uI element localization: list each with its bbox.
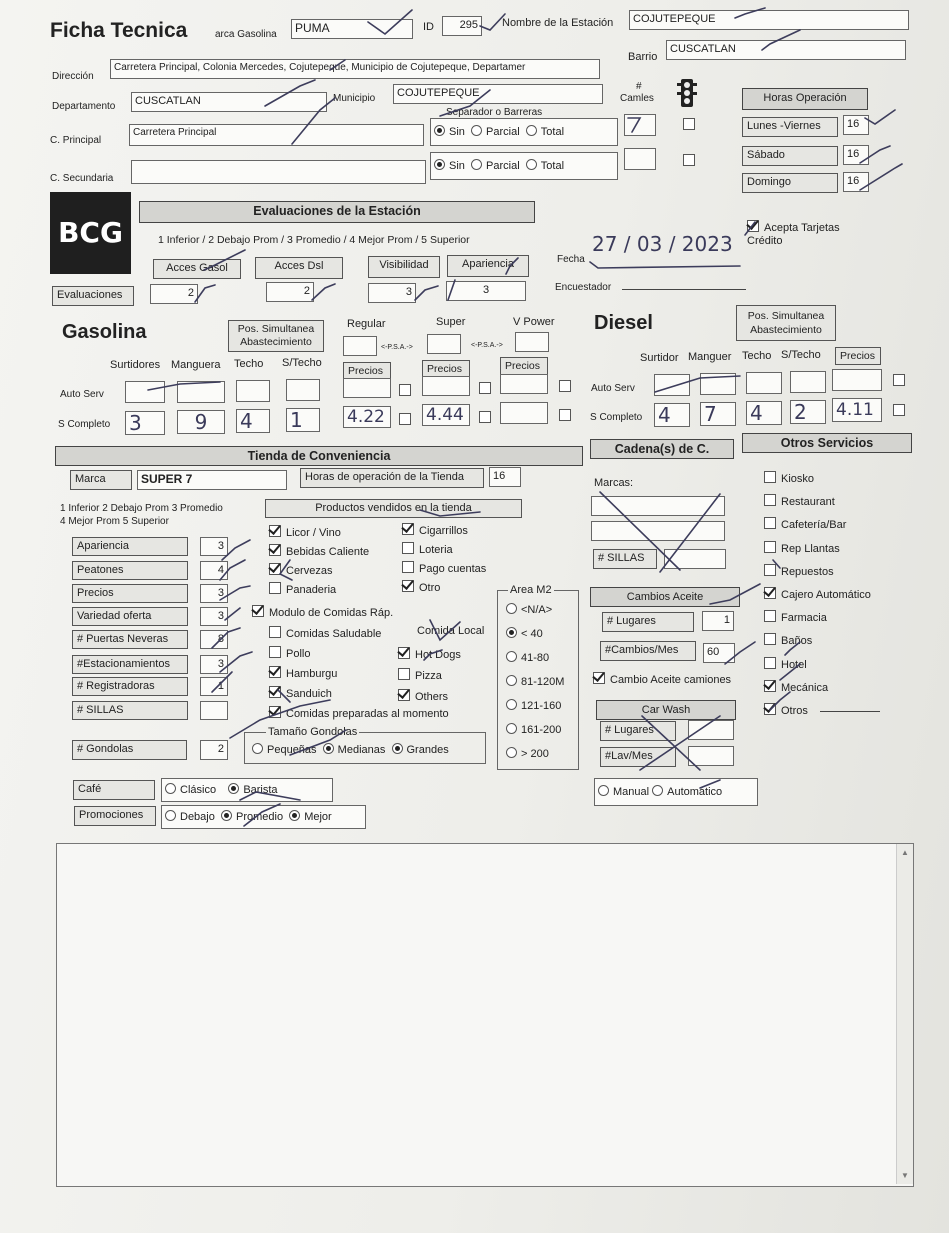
- otros-item[interactable]: [764, 633, 812, 647]
- tienda-horas-field[interactable]: 16: [489, 467, 521, 487]
- area-option[interactable]: [506, 627, 543, 640]
- product-regular: Regular: [347, 318, 386, 330]
- evaluaciones-scale: 1 Inferior / 2 Debajo Prom / 3 Promedio / 4 Mejor Prom / 5 Superior: [158, 234, 470, 246]
- gas-completo-manguera[interactable]: 9: [177, 410, 225, 434]
- comida-item[interactable]: [269, 646, 310, 660]
- precios-vpower-label: Precios: [500, 357, 548, 375]
- id-field[interactable]: 295: [442, 16, 482, 36]
- diesel-col-techo: Techo: [742, 350, 772, 362]
- gas-completo-surtidores[interactable]: 3: [125, 411, 165, 435]
- gas-auto-manguera[interactable]: [177, 381, 225, 403]
- producto-right-item[interactable]: [402, 580, 440, 594]
- sin-radio[interactable]: [434, 125, 445, 136]
- comida-item-label: Hamburgu: [286, 668, 338, 680]
- direccion-field[interactable]: Carretera Principal, Colonia Mercedes, Cojutepeque, Municipio de Cojutepeque, Departamer: [110, 59, 600, 79]
- otros-item-label: Farmacia: [781, 612, 827, 625]
- barrio-field[interactable]: CUSCATLAN: [666, 40, 906, 60]
- gas-completo-stecho[interactable]: 1: [286, 408, 320, 432]
- rating-label: Precios: [72, 584, 188, 603]
- gas-auto-precio-regular[interactable]: [343, 378, 391, 398]
- diesel-auto-manguer[interactable]: [700, 373, 736, 395]
- evaluaciones-row-label: Evaluaciones: [52, 286, 134, 306]
- camiles-principal-field[interactable]: [624, 114, 656, 136]
- comida-right-item-checkbox[interactable]: [398, 668, 410, 680]
- estacion-label: Nombre de la Estación: [502, 17, 614, 29]
- comida-item-label: Pollo: [286, 648, 311, 660]
- diesel-auto-techo[interactable]: [746, 372, 782, 394]
- otros-item[interactable]: [764, 703, 808, 717]
- comidas-modulo[interactable]: Modulo de Comidas Ráp.: [252, 605, 393, 619]
- rating-value[interactable]: 8: [200, 630, 228, 649]
- separador-principal[interactable]: Sin Parcial Total: [430, 118, 618, 146]
- otros-item[interactable]: [764, 494, 835, 508]
- csecundaria-field[interactable]: [131, 160, 426, 184]
- csecundaria-label: C. Secundaria: [50, 173, 114, 184]
- area-option-label: 121-160: [521, 700, 562, 712]
- area-option-label: 161-200: [521, 724, 562, 736]
- estacion-field[interactable]: COJUTEPEQUE: [629, 10, 909, 30]
- area-option[interactable]: [506, 651, 549, 664]
- producto-left-item[interactable]: [269, 544, 369, 558]
- tienda-marca-field[interactable]: SUPER 7: [137, 470, 287, 490]
- comida-item-label: Comidas Saludable: [286, 628, 382, 640]
- rating-value[interactable]: 4: [200, 561, 228, 580]
- otros-item[interactable]: [764, 657, 807, 671]
- comida-item-checkbox[interactable]: [269, 706, 281, 718]
- pos-sim-regular[interactable]: [343, 336, 377, 356]
- municipio-label: Municipio: [333, 93, 376, 104]
- horas-value-2[interactable]: 16: [843, 172, 869, 192]
- carwash-options[interactable]: Manual Automático: [594, 778, 758, 806]
- cadena-sillas-label: # SILLAS: [593, 549, 657, 569]
- comida-local-label: Comida Local: [417, 625, 485, 637]
- fecha-value[interactable]: 27 / 03 / 2023: [592, 232, 733, 256]
- diesel-title: Diesel: [594, 312, 653, 334]
- horas-day-1: Sábado: [742, 146, 838, 166]
- separador-label: Separador o Barreras: [446, 107, 543, 118]
- gas-precio-vpower[interactable]: [500, 402, 548, 424]
- diesel-col-surtidor: Surtidor: [640, 352, 679, 364]
- camiles-secundaria-check[interactable]: [683, 152, 700, 170]
- otros-item-checkbox[interactable]: [764, 610, 776, 622]
- otros-item-label: Restaurant: [781, 496, 835, 509]
- diesel-completo-stecho[interactable]: 2: [790, 400, 826, 424]
- precios-regular-label: Precios: [343, 362, 391, 380]
- comida-right-item[interactable]: [398, 689, 448, 703]
- psa-regular: <-P.S.A.->: [381, 344, 413, 351]
- carwash-lav-label: #Lav/Mes: [600, 747, 676, 767]
- aceite-lugares-field[interactable]: 1: [702, 611, 734, 631]
- producto-right-item-checkbox[interactable]: [402, 542, 414, 554]
- aceite-lugares-label: # Lugares: [602, 612, 694, 632]
- area-option-radio[interactable]: [506, 699, 517, 710]
- gas-completo-techo[interactable]: 4: [236, 409, 270, 433]
- producto-right-item-label: Pago cuentas: [419, 563, 487, 575]
- gas-completo-check-regular[interactable]: [399, 411, 416, 429]
- otros-item-label: Hotel: [781, 658, 807, 671]
- area-option[interactable]: [506, 699, 561, 712]
- cprincipal-label: C. Principal: [50, 135, 102, 146]
- otros-item-label: Kiosko: [781, 473, 815, 485]
- producto-left-item[interactable]: [269, 563, 332, 577]
- area-option-radio[interactable]: [506, 723, 517, 734]
- gas-auto-check-vpower[interactable]: [559, 378, 576, 396]
- product-vpower: V Power: [513, 316, 555, 328]
- tarjetas-option[interactable]: Acepta Tarjetas Crédito: [747, 222, 840, 247]
- otros-item-label: Otros: [781, 705, 808, 717]
- producto-left-item-checkbox[interactable]: [269, 582, 281, 594]
- encuestador-label: Encuestador: [555, 282, 612, 293]
- diesel-auto-stecho[interactable]: [790, 371, 826, 393]
- traffic-light-icon: [676, 78, 698, 108]
- comida-item-label: Sanduich: [286, 688, 332, 700]
- gas-auto-techo[interactable]: [236, 380, 270, 402]
- producto-right-item-label: Cigarrillos: [419, 525, 468, 537]
- promo-label: Promociones: [74, 806, 156, 826]
- area-option[interactable]: [506, 747, 549, 760]
- gasolina-title: Gasolina: [62, 321, 147, 343]
- otros-item-label: Cajero Automático: [781, 589, 871, 601]
- gas-auto-label: Auto Serv: [60, 389, 104, 400]
- gas-completo-check-vpower[interactable]: [559, 407, 576, 425]
- marca-field[interactable]: PUMA: [291, 19, 413, 39]
- otros-item-checkbox[interactable]: [764, 657, 776, 669]
- marcas-field-1[interactable]: [591, 496, 725, 516]
- producto-left-item[interactable]: [269, 582, 336, 596]
- gas-completo-check-super[interactable]: [479, 409, 496, 427]
- col-stecho: S/Techo: [282, 357, 322, 369]
- eval-col-acces-gasol: Acces Gasol: [153, 259, 241, 279]
- comida-item-checkbox[interactable]: [269, 686, 281, 698]
- cadena-title: Cadena(s) de C.: [590, 439, 734, 459]
- area-option-radio[interactable]: [506, 675, 517, 686]
- producto-right-item-checkbox[interactable]: [402, 561, 414, 573]
- diesel-col-precios: Precios: [835, 347, 881, 365]
- gondolas-label: # Gondolas: [72, 740, 187, 760]
- area-option-radio[interactable]: [506, 747, 517, 758]
- area-title: Area M2: [510, 584, 552, 596]
- eval-value-acces-dsl[interactable]: 2: [266, 282, 314, 302]
- horas-day-2: Domingo: [742, 173, 838, 193]
- producto-right-item[interactable]: [402, 523, 468, 537]
- otros-item[interactable]: [764, 471, 814, 485]
- aceite-cambios-field[interactable]: 60: [703, 643, 735, 663]
- precios-super-label: Precios: [422, 360, 470, 378]
- evaluaciones-title: Evaluaciones de la Estación: [139, 201, 535, 223]
- municipio-field[interactable]: COJUTEPEQUE: [393, 84, 603, 104]
- comida-right-item-checkbox[interactable]: [398, 689, 410, 701]
- comida-right-item-label: Pizza: [415, 670, 442, 682]
- area-option[interactable]: [506, 723, 561, 736]
- carwash-lav-field[interactable]: [688, 746, 734, 766]
- eval-value-visibilidad[interactable]: 3: [368, 283, 416, 303]
- producto-right-item-checkbox[interactable]: [402, 523, 414, 535]
- area-option-label: 41-80: [521, 652, 550, 664]
- otros-item-checkbox[interactable]: [764, 680, 776, 692]
- area-option-radio[interactable]: [506, 651, 517, 662]
- otros-title: Otros Servicios: [742, 433, 912, 453]
- separador-secundaria[interactable]: Sin Parcial Total: [430, 152, 618, 180]
- aceite-title: Cambios Aceite: [590, 587, 740, 607]
- area-option-label: 81-120M: [521, 676, 565, 688]
- rating-value[interactable]: 3: [200, 584, 228, 603]
- diesel-auto-check[interactable]: [893, 372, 910, 390]
- horas-value-1[interactable]: 16: [843, 145, 869, 165]
- tamano-label: Tamaño Gondolas: [268, 726, 358, 738]
- comida-item-checkbox[interactable]: [269, 646, 281, 658]
- direccion-label: Dirección: [52, 71, 94, 82]
- marcas-field-2[interactable]: [591, 521, 725, 541]
- producto-left-item-label: Cervezas: [286, 565, 333, 577]
- tamano-options[interactable]: Pequeñas Medianas Grandes: [252, 743, 449, 756]
- otros-item-checkbox[interactable]: [764, 703, 776, 715]
- otros-item-label: Cafetería/Bar: [781, 519, 847, 532]
- cprincipal-field[interactable]: Carretera Principal: [129, 124, 424, 146]
- comida-right-item-label: Others: [415, 691, 449, 703]
- eval-value-apariencia[interactable]: 3: [446, 281, 526, 301]
- bcg-logo: BCG: [50, 192, 131, 274]
- scroll-up-icon[interactable]: ▲: [901, 848, 909, 857]
- cafe-label: Café: [73, 780, 155, 800]
- tienda-marca-label: Marca: [70, 470, 132, 490]
- gas-auto-precio-super[interactable]: [422, 376, 470, 396]
- horas-title: Horas Operación: [742, 88, 868, 110]
- comida-right-item-label: Hot Dogs: [415, 649, 461, 661]
- rating-value[interactable]: 3: [200, 655, 228, 674]
- producto-left-item-checkbox[interactable]: [269, 525, 281, 537]
- id-label: ID: [423, 21, 434, 33]
- page-title: Ficha Tecnica: [50, 19, 188, 42]
- otros-item-checkbox[interactable]: [764, 564, 776, 576]
- scroll-down-icon[interactable]: ▼: [901, 1171, 909, 1180]
- comida-item[interactable]: [269, 666, 337, 680]
- area-option[interactable]: [506, 603, 552, 616]
- rating-label: # Puertas Neveras: [72, 630, 188, 649]
- cadena-sillas-field[interactable]: [664, 549, 726, 569]
- gas-precio-regular[interactable]: 4.22: [343, 406, 391, 428]
- otros-item-checkbox[interactable]: [764, 471, 776, 483]
- otros-item-checkbox[interactable]: [764, 541, 776, 553]
- gas-completo-label: S Completo: [58, 419, 111, 430]
- productos-title: Productos vendidos en la tienda: [265, 499, 522, 518]
- diesel-auto-label: Auto Serv: [591, 383, 635, 394]
- col-surtidores: Surtidores: [110, 359, 161, 371]
- producto-right-item-label: Otro: [419, 582, 441, 594]
- comida-item-checkbox[interactable]: [269, 666, 281, 678]
- gondolas-field[interactable]: 2: [200, 740, 228, 760]
- gas-auto-check-super[interactable]: [479, 380, 496, 398]
- camiles-principal-check[interactable]: [683, 116, 700, 134]
- tienda-horas-label: Horas de operación de la Tienda: [300, 468, 484, 488]
- comida-item-checkbox[interactable]: [269, 626, 281, 638]
- carwash-lugares-field[interactable]: [688, 720, 734, 740]
- rating-value[interactable]: 3: [200, 607, 228, 626]
- otros-specify-field[interactable]: [820, 711, 880, 712]
- eval-col-visibilidad: Visibilidad: [368, 256, 440, 278]
- tienda-scale-2: 4 Mejor Prom 5 Superior: [60, 516, 169, 527]
- marcas-label: Marcas:: [594, 477, 634, 489]
- diesel-completo-check[interactable]: [893, 402, 910, 420]
- producto-left-item[interactable]: [269, 525, 341, 539]
- rating-value[interactable]: [200, 701, 228, 720]
- area-option-radio[interactable]: [506, 603, 517, 614]
- producto-left-item-checkbox[interactable]: [269, 544, 281, 556]
- diesel-auto-surtidor[interactable]: [654, 374, 690, 396]
- rating-label: # Registradoras: [72, 677, 188, 696]
- horas-value-0[interactable]: 16: [843, 115, 869, 135]
- otros-item[interactable]: [764, 587, 871, 601]
- diesel-col-stecho: S/Techo: [781, 349, 821, 361]
- departamento-label: Departamento: [52, 101, 116, 112]
- producto-right-item[interactable]: [402, 561, 486, 575]
- diesel-col-manguer: Manguer: [688, 351, 732, 363]
- gas-auto-surtidores[interactable]: [125, 381, 165, 403]
- area-option-label: < 40: [521, 628, 543, 640]
- rating-value[interactable]: 1: [200, 677, 228, 696]
- camiles-label: Camles: [620, 93, 654, 104]
- comida-right-item[interactable]: [398, 647, 461, 661]
- eval-value-acces-gasol[interactable]: 2: [150, 284, 198, 304]
- diesel-pos-sim: Pos. Simultanea Abastecimiento: [736, 305, 836, 341]
- encuestador-field[interactable]: [622, 289, 746, 290]
- gas-auto-check-regular[interactable]: [399, 382, 416, 400]
- diesel-completo-surtidor[interactable]: 4: [654, 403, 690, 427]
- rating-value[interactable]: 3: [200, 537, 228, 556]
- producto-right-item-label: Loteria: [419, 544, 453, 556]
- diesel-completo-manguer[interactable]: 7: [700, 402, 736, 426]
- tienda-title: Tienda de Conveniencia: [55, 446, 583, 466]
- comida-item[interactable]: [269, 706, 449, 720]
- otros-item-checkbox[interactable]: [764, 633, 776, 645]
- otros-item[interactable]: [764, 610, 827, 624]
- diesel-completo-label: S Completo: [590, 412, 643, 423]
- comida-item[interactable]: [269, 626, 381, 640]
- promo-options[interactable]: Debajo Promedio Mejor: [161, 805, 366, 829]
- otros-item[interactable]: [764, 541, 840, 555]
- otros-item-checkbox[interactable]: [764, 587, 776, 599]
- producto-right-item[interactable]: [402, 542, 453, 556]
- area-option-radio[interactable]: [506, 627, 517, 638]
- area-option[interactable]: [506, 675, 564, 688]
- otros-item-label: Repuestos: [781, 565, 834, 578]
- producto-left-item-label: Panaderia: [286, 584, 337, 596]
- notes-text: [57, 844, 913, 852]
- gasolina-pos-sim: Pos. Simultanea Abastecimiento: [228, 320, 324, 352]
- diesel-completo-precio[interactable]: 4.11: [832, 398, 882, 422]
- comida-right-item[interactable]: [398, 668, 442, 682]
- notes-scrollbar[interactable]: [896, 844, 913, 1184]
- fecha-label: Fecha: [557, 254, 585, 265]
- diesel-auto-precio[interactable]: [832, 369, 882, 391]
- comida-item-label: Comidas preparadas al momento: [286, 708, 449, 720]
- camiles-hash: #: [636, 81, 642, 92]
- otros-item-label: Baños: [781, 635, 813, 648]
- rating-label: Apariencia: [72, 537, 188, 556]
- departamento-field[interactable]: CUSCATLAN: [131, 92, 327, 112]
- notes-area[interactable]: [56, 843, 914, 1187]
- otros-item[interactable]: [764, 564, 834, 578]
- otros-item-label: Mecánica: [781, 681, 829, 694]
- rating-label: # SILLAS: [72, 701, 188, 720]
- comida-item[interactable]: [269, 686, 332, 700]
- horas-day-0: Lunes -Viernes: [742, 117, 838, 137]
- camiles-secundaria-field[interactable]: [624, 148, 656, 170]
- otros-item-checkbox[interactable]: [764, 517, 776, 529]
- gas-auto-precio-vpower[interactable]: [500, 374, 548, 394]
- producto-left-item-label: Bebidas Caliente: [286, 546, 370, 558]
- otros-item-label: Rep Llantas: [781, 542, 840, 555]
- diesel-completo-techo[interactable]: 4: [746, 401, 782, 425]
- otros-item[interactable]: [764, 680, 828, 694]
- comida-right-item-checkbox[interactable]: [398, 647, 410, 659]
- product-super: Super: [436, 316, 466, 328]
- barrio-label: Barrio: [628, 51, 658, 63]
- rating-label: #Estacionamientos: [72, 655, 188, 674]
- col-techo: Techo: [234, 358, 264, 370]
- pos-sim-vpower[interactable]: [515, 332, 549, 352]
- area-option-label: <N/A>: [521, 604, 553, 616]
- tienda-scale: 1 Inferior 2 Debajo Prom 3 Promedio: [60, 503, 223, 514]
- psa-super: <-P.S.A.->: [471, 342, 503, 349]
- tarjetas-checkbox[interactable]: [747, 220, 759, 232]
- area-option-label: > 200: [521, 748, 549, 760]
- cafe-options[interactable]: Clásico Barista: [161, 778, 333, 802]
- pos-sim-super[interactable]: [427, 334, 461, 354]
- marca-label: arca Gasolina: [215, 29, 277, 40]
- col-manguera: Manguera: [171, 359, 221, 371]
- carwash-lugares-label: # Lugares: [600, 721, 676, 741]
- otros-item-checkbox[interactable]: [764, 494, 776, 506]
- rating-label: Peatones: [72, 561, 188, 580]
- producto-right-item-checkbox[interactable]: [402, 580, 414, 592]
- aceite-cambios-label: #Cambios/Mes: [600, 641, 696, 661]
- otros-item[interactable]: [764, 517, 846, 531]
- producto-left-item-checkbox[interactable]: [269, 563, 281, 575]
- aceite-camiones[interactable]: Cambio Aceite camiones: [593, 672, 731, 686]
- rating-label: Variedad oferta: [72, 607, 188, 626]
- gas-precio-super[interactable]: 4.44: [422, 404, 470, 426]
- carwash-title: Car Wash: [596, 700, 736, 720]
- gas-auto-stecho[interactable]: [286, 379, 320, 401]
- eval-col-acces-dsl: Acces Dsl: [255, 257, 343, 279]
- eval-col-apariencia: Apariencia: [447, 255, 529, 277]
- producto-left-item-label: Licor / Vino: [286, 527, 341, 539]
